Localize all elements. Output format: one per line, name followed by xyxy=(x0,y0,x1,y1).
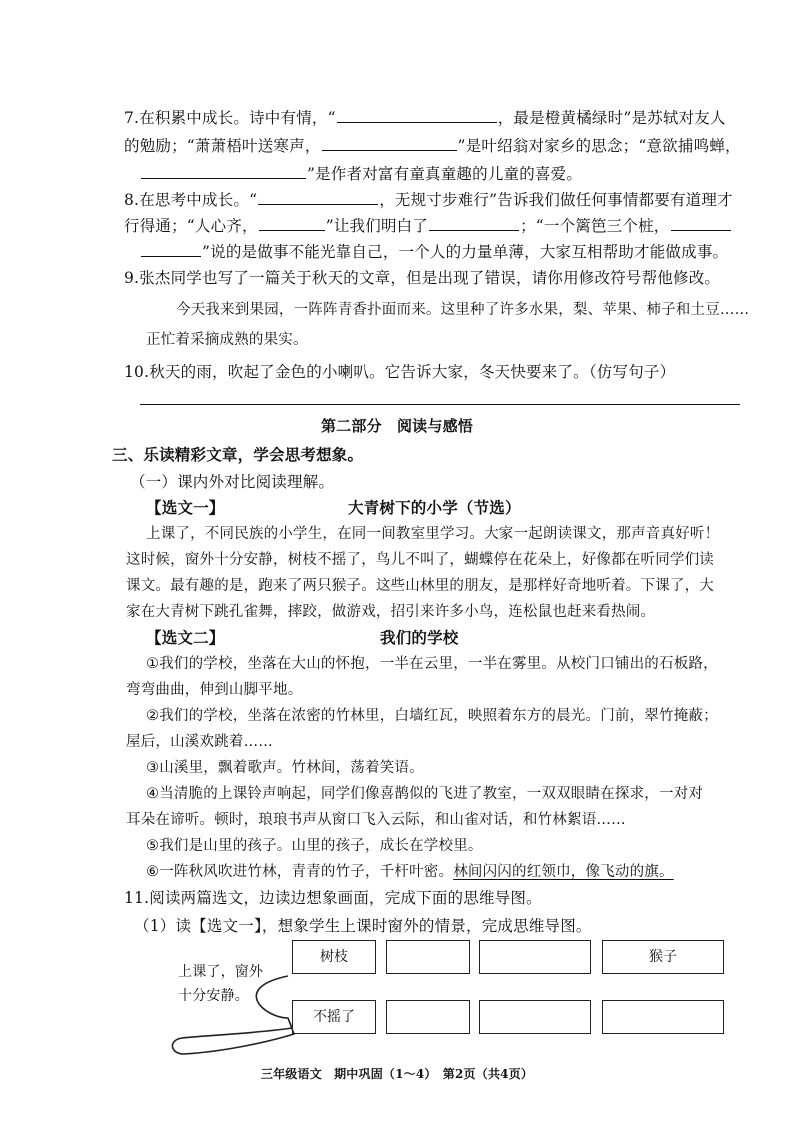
q7-line3: ”是作者对富有童真童趣的儿童的喜爱。 xyxy=(140,164,582,184)
sel1-title: 大青树下的小学（节选） xyxy=(348,498,521,517)
q7-blank1[interactable] xyxy=(337,108,497,123)
reading-subheading: （一）课内外对比阅读理解。 xyxy=(130,473,335,491)
mindmap-box-bottom2[interactable] xyxy=(386,1000,470,1034)
q9-passage-line2[interactable]: 正忙着采摘成熟的果实。 xyxy=(146,332,308,348)
sel2-line: ③山溪里，飘着歌声。竹林间，荡着笑语。 xyxy=(146,760,424,776)
part2-title: 第二部分 阅读与感悟 xyxy=(320,417,473,435)
q8-blank4[interactable] xyxy=(671,216,731,231)
mindmap-box-top2[interactable] xyxy=(386,940,470,974)
q11-prompt: 11.阅读两篇选文，边读边想象画面，完成下面的思维导图。 xyxy=(124,889,542,907)
q8-blank2[interactable] xyxy=(259,216,325,231)
mindmap-center-line1: 上课了，窗外 xyxy=(178,964,264,980)
sel2-line: 耳朵在谛听。顿时，琅琅书声从窗口飞入云际，和山雀对话，和竹林絮语…… xyxy=(126,812,626,828)
sel1-line: 上课了，不同民族的小学生，在同一间教室里学习。大家一起朗读课文，那声音真好听！ xyxy=(146,526,720,542)
page-footer: 三年级语文 期中巩固（1～4） 第2页（共4页） xyxy=(260,1067,534,1081)
q10-prompt: 10.秋天的雨，吹起了金色的小喇叭。它告诉大家，冬天快要来了。（仿写句子） xyxy=(124,363,676,381)
q8-line2: 行得通；“人心齐， ”让我们明白了 ；“一个篱笆三个桩， xyxy=(124,216,732,236)
sel2-line: ⑤我们是山里的孩子。山里的孩子，成长在学校里。 xyxy=(146,838,483,854)
q8-line3: ”说的是做事不能光靠自己，一个人的力量单薄，大家互相帮助才能做成事。 xyxy=(140,242,728,262)
sel2-underlined-sentence: 林间闪闪的红领巾，像飞动的旗。 xyxy=(453,864,674,880)
sel2-line: 屋后，山溪欢跳着…… xyxy=(126,734,273,750)
q9-passage-line1[interactable]: 今天我来到果园，一阵阵青香扑面而来。这里种了许多水果，梨、苹果、柿子和土豆…… xyxy=(176,302,750,318)
sel2-line: 弯弯曲曲，伸到山脚平地。 xyxy=(126,682,303,698)
sel2-tag: 【选文二】 xyxy=(146,628,225,647)
mindmap-box-bottom4[interactable] xyxy=(602,1000,724,1034)
mindmap-box-bottom1: 不摇了 xyxy=(292,1000,376,1034)
sel2-line6: ⑥一阵秋风吹进竹林，青青的竹子，千杆叶密。林间闪闪的红领巾，像飞动的旗。 xyxy=(146,864,674,880)
mindmap-center-line2: 十分安静。 xyxy=(178,988,249,1004)
q7-blank3[interactable] xyxy=(141,164,306,179)
mindmap-box-top4: 猴子 xyxy=(602,940,724,974)
sel1-line: 这时候，窗外十分安静，树枝不摇了，鸟儿不叫了，蝴蝶停在花朵上，好像都在听同学们读 xyxy=(126,552,714,568)
q8-line1: 8.在思考中成长。“ ，无规寸步难行”告诉我们做任何事情都要有道理才 xyxy=(124,191,733,209)
sel1-line: 家在大青树下跳孔雀舞，摔跤，做游戏，招引来许多小鸟，连松鼠也赶来看热闹。 xyxy=(126,604,656,620)
sel1-line: 课文。最有趣的是，跑来了两只猴子。这些山林里的朋友，是那样好奇地听着。下课了，大 xyxy=(126,578,714,594)
mindmap-box-top3[interactable] xyxy=(479,940,591,974)
q7-blank2[interactable] xyxy=(322,136,457,151)
sel2-line: ①我们的学校，坐落在大山的怀抱，一半在云里，一半在雾里。从校门口铺出的石板路， xyxy=(146,656,718,672)
sel2-line: ④当清脆的上课铃声响起，同学们像喜鹊似的飞进了教室，一双双眼睛在探求，一对对 xyxy=(146,786,704,802)
q9-prompt: 9.张杰同学也写了一篇关于秋天的文章，但是出现了错误，请你用修改符号帮他修改。 xyxy=(124,269,721,287)
section3-heading: 三、乐读精彩文章，学会思考想象。 xyxy=(112,445,364,464)
q7-line2: 的勉励；“萧萧梧叶送寒声， ”是叶绍翁对家乡的思念；“意欲捕鸣蝉， xyxy=(124,137,741,155)
sel2-title: 我们的学校 xyxy=(380,628,459,647)
sel1-tag: 【选文一】 xyxy=(146,498,225,517)
q7-line1: 7.在积累中成长。诗中有情，“ ，最是橙黄橘绿时”是苏轼对友人 xyxy=(124,109,726,127)
q10-answer-line[interactable] xyxy=(140,404,740,405)
q8-blank1[interactable] xyxy=(258,190,378,205)
q8-blank5[interactable] xyxy=(141,242,201,257)
sel2-line: ②我们的学校，坐落在浓密的竹林里，白墙红瓦，映照着东方的晨光。门前，翠竹掩蔽； xyxy=(146,708,718,724)
mindmap-box-top1: 树枝 xyxy=(292,940,376,974)
q8-blank3[interactable] xyxy=(429,216,519,231)
q11-sub1: （1）读【选文一】，想象学生上课时窗外的情景，完成思维导图。 xyxy=(134,917,592,935)
mindmap-box-bottom3[interactable] xyxy=(479,1000,591,1034)
